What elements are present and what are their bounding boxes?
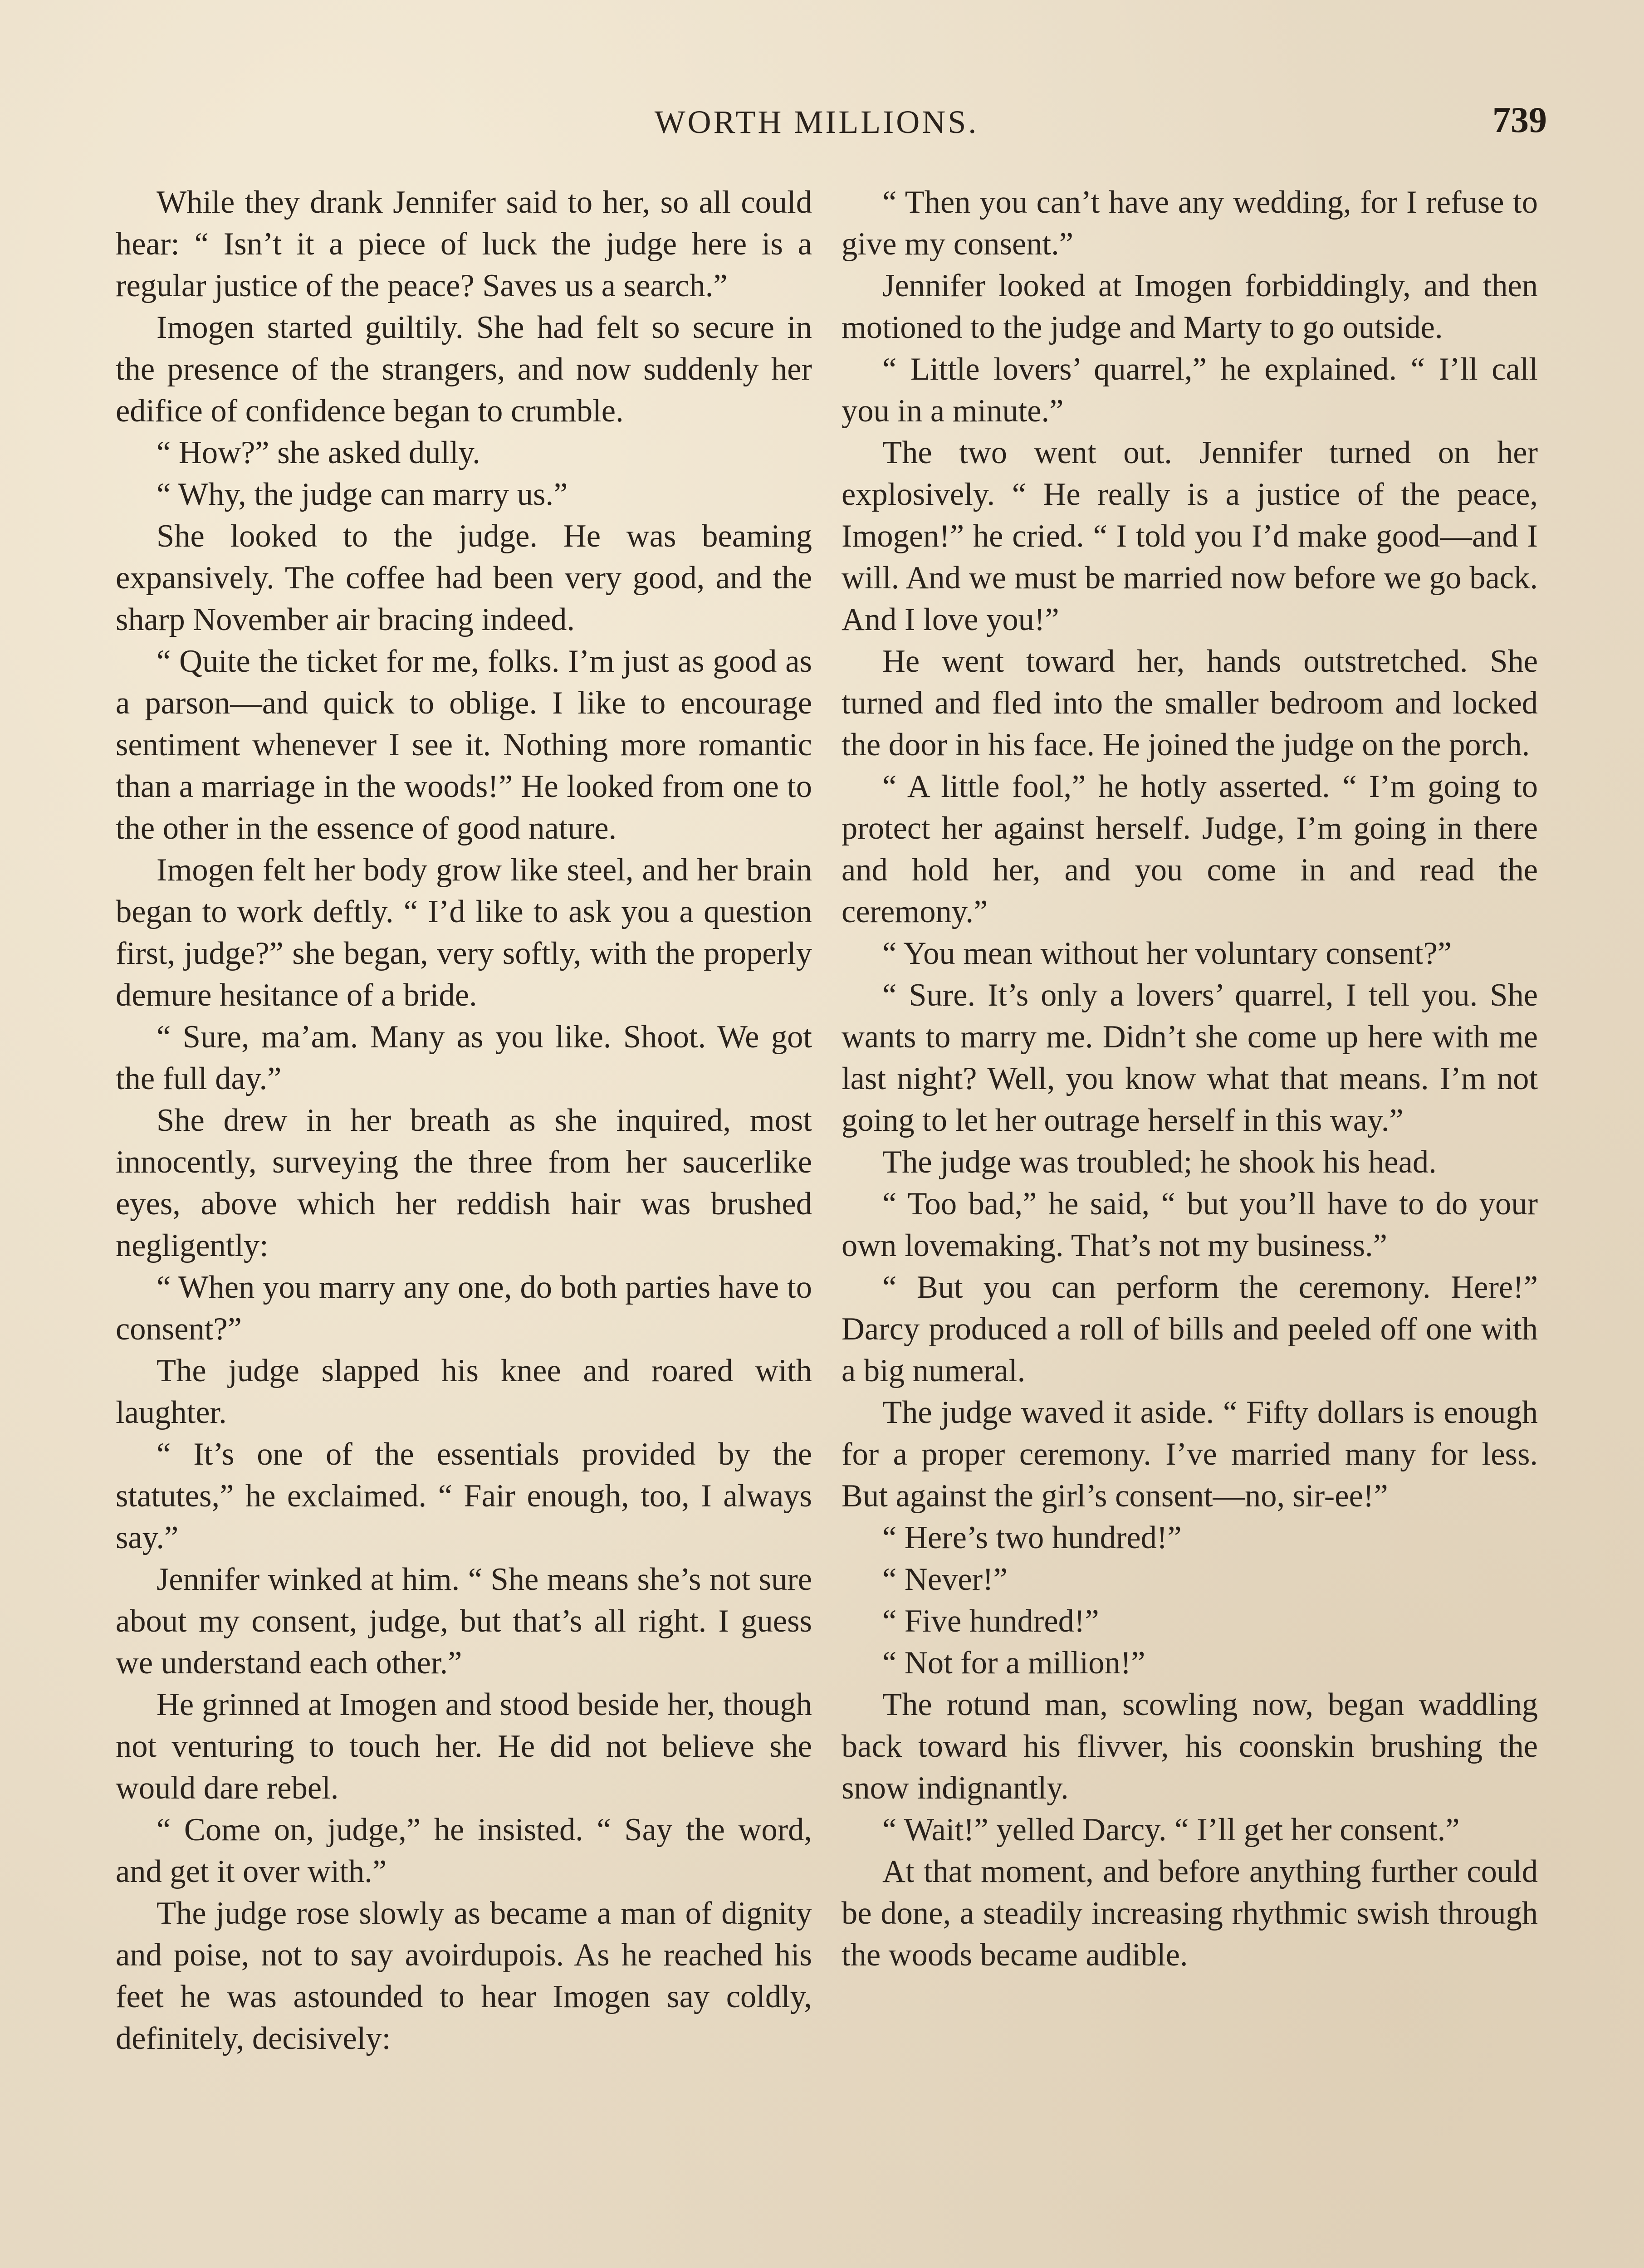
paragraph: Imogen felt her body grow like steel, and her brain began to work deftly. “ I’d like to ask you a question first, judge?” she began, very softly, with the properly demure hesitance of a bride. bbox=[116, 852, 812, 1013]
paragraph: The judge waved it aside. “ Fifty dollars is enough for a proper ceremony. I’ve married many for less. But against the girl’s consent—no, sir-ee!” bbox=[842, 1395, 1538, 1514]
paragraph: “ You mean without her voluntary consent?” bbox=[882, 936, 1452, 971]
paragraph: He went toward her, hands outstretched. She turned and fled into the smaller bedroom and locked the door in his face. He joined the judge on the porch. bbox=[842, 644, 1538, 763]
paragraph: “ Not for a million!” bbox=[882, 1645, 1145, 1681]
paragraph: “ Quite the ticket for me, folks. I’m just as good as a parson—and quick to oblige. I like to encourage sentiment whenever I see it. Nothing more romantic than a marriage in the woods!” He looked from one to the other in the essence of good nature. bbox=[116, 644, 812, 846]
paragraph: The judge slapped his knee and roared with laughter. bbox=[116, 1353, 812, 1430]
paragraph: Jennifer winked at him. “ She means she’s not sure about my consent, judge, but that’s all right. I guess we understand each other.” bbox=[116, 1562, 812, 1681]
paragraph: “ How?” she asked dully. bbox=[157, 435, 480, 470]
paragraph: The rotund man, scowling now, began waddling back toward his flivver, his coonskin brushing the snow indignantly. bbox=[842, 1687, 1538, 1806]
paragraph: “ Sure, ma’am. Many as you like. Shoot. We got the full day.” bbox=[116, 1019, 812, 1096]
paragraph: “ But you can perform the ceremony. Here!” Darcy produced a roll of bills and peeled off one with a big numeral. bbox=[842, 1270, 1538, 1388]
paragraph: He grinned at Imogen and stood beside her, though not venturing to touch her. He did not believe she would dare rebel. bbox=[116, 1687, 812, 1806]
paragraph: “ Never!” bbox=[882, 1562, 1008, 1597]
paragraph: “ Wait!” yelled Darcy. “ I’ll get her consent.” bbox=[882, 1812, 1460, 1848]
paragraph: The judge was troubled; he shook his head. bbox=[882, 1144, 1437, 1180]
paragraph: “ Then you can’t have any wedding, for I refuse to give my consent.” bbox=[842, 185, 1538, 262]
paragraph: “ Come on, judge,” he insisted. “ Say the word, and get it over with.” bbox=[116, 1812, 812, 1889]
paragraph: “ A little fool,” he hotly asserted. “ I’m going to protect her against herself. Judge, I’m going in there and hold her, and you come in and read the ceremony.” bbox=[842, 769, 1538, 929]
left-column bbox=[116, 181, 812, 2059]
paragraph: Jennifer looked at Imogen forbiddingly, and then motioned to the judge and Marty to go outside. bbox=[842, 268, 1538, 345]
right-column bbox=[842, 181, 1538, 1976]
paragraph: “ Sure. It’s only a lovers’ quarrel, I tell you. She wants to marry me. Didn’t she come up here with me last night? Well, you know what that means. I’m not going to let her outrage herself in this way.” bbox=[842, 978, 1538, 1138]
paragraph: “ When you marry any one, do both parties have to consent?” bbox=[116, 1270, 812, 1347]
paragraph: She looked to the judge. He was beaming expansively. The coffee had been very good, and the sharp November air bracing indeed. bbox=[116, 518, 812, 637]
paragraph: “ Why, the judge can marry us.” bbox=[157, 477, 568, 512]
paragraph: The judge rose slowly as became a man of dignity and poise, not to say avoirdupois. As he reached his feet he was astounded to hear Imogen say coldly, definitely, decisively: bbox=[116, 1896, 812, 2056]
paragraph: “ It’s one of the essentials provided by the statutes,” he exclaimed. “ Fair enough, too, I always say.” bbox=[116, 1437, 812, 1555]
paragraph: At that moment, and before anything further could be done, a steadily increasing rhythmic swish through the woods became audible. bbox=[842, 1854, 1538, 1973]
paragraph: She drew in her breath as she inquired, most innocently, surveying the three from her saucerlike eyes, above which her reddish hair was brushed negligently: bbox=[116, 1103, 812, 1263]
paragraph: “ Little lovers’ quarrel,” he explained. “ I’ll call you in a minute.” bbox=[842, 352, 1538, 429]
paragraph: The two went out. Jennifer turned on her explosively. “ He really is a justice of the peace, Imogen!” he cried. “ I told you I’d make good—and I will. And we must be married now before we go back. And I love you!” bbox=[842, 435, 1538, 637]
paragraph: “ Here’s two hundred!” bbox=[882, 1520, 1182, 1555]
paragraph: “ Five hundred!” bbox=[882, 1603, 1099, 1639]
paragraph: “ Too bad,” he said, “ but you’ll have to do your own lovemaking. That’s not my business.” bbox=[842, 1186, 1538, 1263]
running-title: WORTH MILLIONS. bbox=[654, 104, 979, 140]
page-number: 739 bbox=[1492, 100, 1547, 140]
paragraph: Imogen started guiltily. She had felt so secure in the presence of the strangers, and now suddenly her edifice of confidence began to crumble. bbox=[116, 310, 812, 429]
paragraph: While they drank Jennifer said to her, so all could hear: “ Isn’t it a piece of luck the judge here is a regular justice of the peace? Saves us a search.” bbox=[116, 185, 812, 303]
